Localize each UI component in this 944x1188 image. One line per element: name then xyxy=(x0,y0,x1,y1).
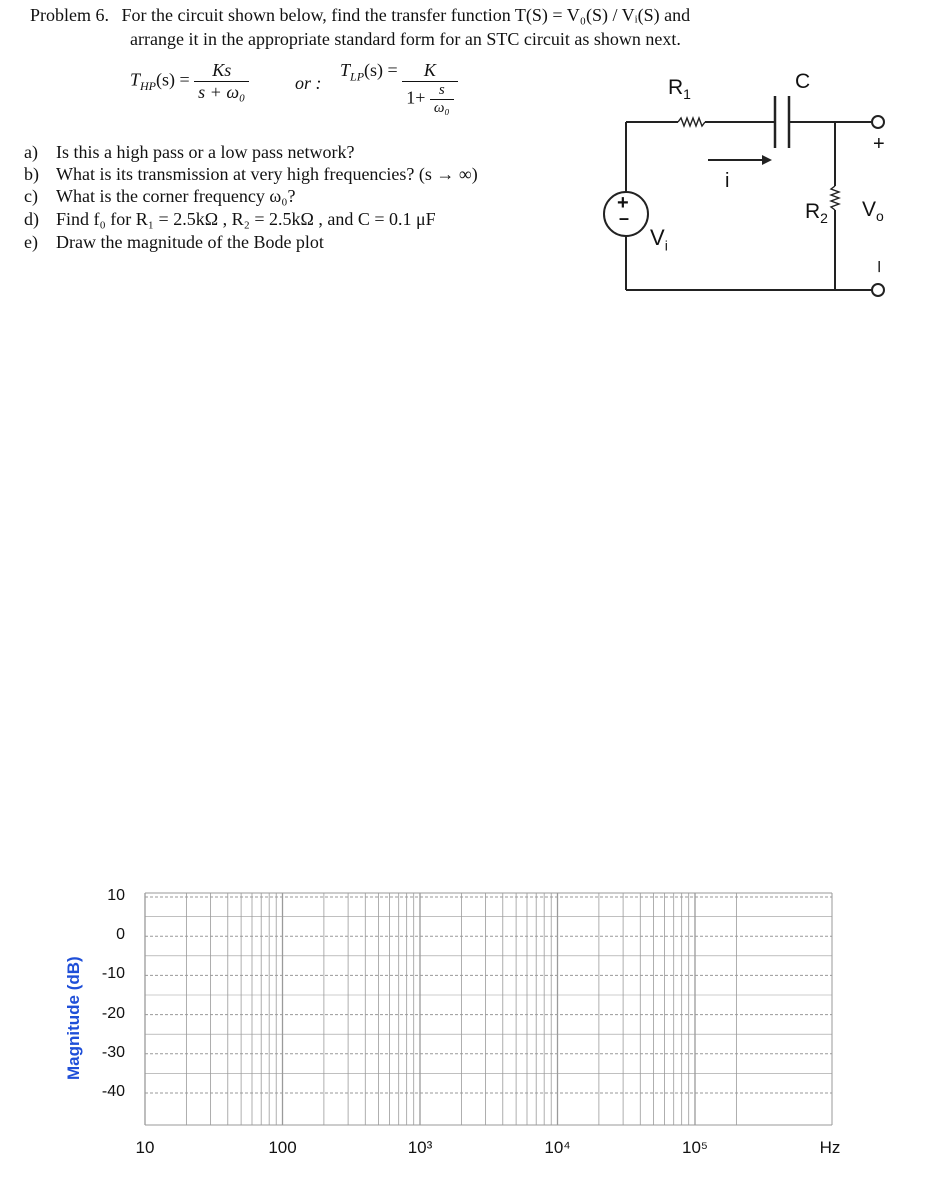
x-tick-label: 10⁴ xyxy=(544,1138,571,1157)
or-text: or : xyxy=(295,73,322,93)
question-label: a) xyxy=(24,142,38,162)
hp-arg: (s) = xyxy=(156,69,190,90)
vi-letter: V xyxy=(650,225,665,250)
output-minus-sign: – xyxy=(869,260,892,273)
lp-inner-den: ω₀ xyxy=(433,100,450,116)
c-label: C xyxy=(795,70,811,93)
question-label: b) xyxy=(24,164,39,184)
y-tick-label: -30 xyxy=(101,1043,125,1061)
problem-text-1: For the circuit shown below, find the transfer function T(S) = V₀(S) / Vᵢ(S) and xyxy=(121,5,691,25)
lp-lhs: T xyxy=(340,60,351,80)
problem-label: Problem 6. xyxy=(30,5,109,25)
r2-letter: R xyxy=(805,200,821,223)
r2-sub: 2 xyxy=(820,210,828,227)
hp-num: Ks xyxy=(194,60,249,82)
y-tick-label: -20 xyxy=(101,1004,125,1022)
problem-text-2: arrange it in the appropriate standard form for an STC circuit as shown next. xyxy=(130,29,681,49)
x-tick-label: 10³ xyxy=(407,1138,433,1157)
hp-sub: HP xyxy=(140,79,157,94)
question-text: What is its transmission at very high frequencies? (s → ∞) xyxy=(56,164,478,184)
vo-sub: o xyxy=(876,208,884,225)
y-tick-label: -10 xyxy=(101,965,125,983)
bode-grid xyxy=(145,893,832,1125)
question-text: Draw the magnitude of the Bode plot xyxy=(56,232,324,252)
question-label: e) xyxy=(24,232,38,252)
lp-num: K xyxy=(402,60,457,82)
y-tick-label: 10 xyxy=(107,887,125,904)
y-axis-label: Magnitude (dB) xyxy=(64,956,83,1080)
vi-sub: i xyxy=(664,237,668,254)
source-plus-sign: + xyxy=(617,192,629,214)
r1-letter: R xyxy=(668,76,684,99)
x-tick-label: 10⁵ xyxy=(682,1138,708,1157)
question-text: What is the corner frequency ω₀? xyxy=(56,186,296,206)
x-tick-label: 10 xyxy=(135,1138,155,1157)
output-plus-sign: + xyxy=(873,133,885,155)
question-label: c) xyxy=(24,186,38,206)
hp-lhs: T xyxy=(130,69,141,90)
vo-letter: V xyxy=(862,198,877,221)
y-tick-label: 0 xyxy=(116,926,125,944)
hp-den: s + ω₀ xyxy=(198,82,246,102)
lp-den-prefix: 1+ xyxy=(406,87,426,108)
current-label: i xyxy=(725,170,730,192)
question-text: Is this a high pass or a low pass network? xyxy=(56,142,355,162)
question-label: d) xyxy=(24,209,39,229)
lp-arg: (s) = xyxy=(364,60,398,80)
y-tick-label: -40 xyxy=(101,1083,125,1100)
lp-inner-num: s xyxy=(430,82,454,100)
x-tick-label: 100 xyxy=(268,1138,297,1157)
x-unit-label: Hz xyxy=(819,1138,841,1157)
lp-sub: LP xyxy=(350,69,365,84)
r1-sub: 1 xyxy=(683,86,691,103)
question-text: Find f₀ for R₁ = 2.5kΩ , R₂ = 2.5kΩ , and C = 0.1 μF xyxy=(56,209,436,229)
source-minus-sign: – xyxy=(619,208,630,228)
